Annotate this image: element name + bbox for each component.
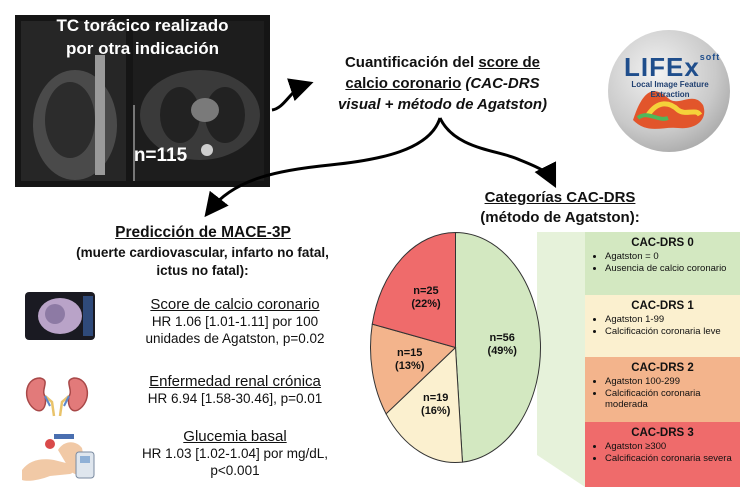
predictor-glucose: Glucemia basal HR 1.03 [1.02-1.04] por mg/dL, p<0.001: [100, 428, 370, 479]
categories-title: Categorías CAC-DRS (método de Agatston):: [480, 189, 640, 226]
category-criteria-list: [585, 251, 740, 274]
predictor-ckd: Enfermedad renal crónica HR 6.94 [1.58-30.46], p=0.01: [100, 373, 370, 407]
predictor-glucose-head: Glucemia basal: [183, 428, 287, 445]
category-criterion: • Calcificación coronaria moderada: [605, 388, 740, 411]
category-criterion: • Calcificación coronaria leve: [605, 326, 740, 338]
predictor-ckd-head: Enfermedad renal crónica: [149, 373, 321, 390]
predictor-calcium-score: Score de calcio coronario HR 1.06 [1.01-1.11] por 100 unidades de Agatston, p=0.02: [100, 296, 370, 347]
category-criteria-list: [585, 441, 740, 464]
pie-zoom-wedge: [537, 232, 585, 487]
category-box-cac-drs-3: [585, 422, 740, 487]
glucometer-icon: [20, 430, 98, 488]
arrow-to-categories: [440, 118, 552, 180]
category-box-title: CAC-DRS 2: [631, 362, 694, 374]
category-criterion: • Agatston 100-299: [605, 376, 740, 388]
quantification-title: Cuantificación del score de calcio coronario (CAC-DRS visual + método de Agatston): [337, 54, 548, 113]
category-criterion: • Ausencia de calcio coronario: [605, 263, 740, 275]
category-criteria-list: [585, 376, 740, 411]
heart-ct-icon: [25, 292, 95, 340]
mace-subtitle: (muerte cardiovascular, infarto no fatal, ictus no fatal):: [76, 245, 329, 278]
category-box-cac-drs-1: [585, 295, 740, 357]
category-criterion: • Agatston = 0: [605, 251, 740, 263]
ct-title: TC torácico realizado por otra indicación: [56, 16, 229, 58]
ct-sample-size: n=115: [133, 145, 188, 166]
pie-label-cac-drs-2: n=15 (13%): [395, 347, 425, 373]
predictor-calcium-score-head: Score de calcio coronario: [150, 296, 320, 313]
category-criteria-list: [585, 314, 740, 337]
category-box-title: CAC-DRS 0: [631, 237, 694, 249]
pie-label-cac-drs-3: n=25 (22%): [411, 285, 441, 311]
category-criterion: • Agatston ≥300: [605, 441, 740, 453]
category-criterion: • Agatston 1-99: [605, 314, 740, 326]
category-box-title: CAC-DRS 3: [631, 427, 694, 439]
kidneys-icon: [18, 372, 96, 418]
lifex-logo-text: LIFEx$^{soft}$: [624, 52, 721, 82]
category-box-title: CAC-DRS 1: [631, 300, 694, 312]
lifex-subtitle: Local Image Feature Extraction: [631, 80, 709, 99]
mace-title: Predicción de MACE-3P: [115, 224, 291, 241]
pie-label-cac-drs-0: n=56 (49%): [487, 331, 517, 357]
arrow-to-mace: [210, 118, 440, 210]
category-criterion: • Calcificación coronaria severa: [605, 453, 740, 465]
pie-label-cac-drs-1: n=19 (16%): [421, 391, 451, 417]
pie-labels: [368, 230, 543, 465]
category-box-cac-drs-2: [585, 357, 740, 422]
category-box-cac-drs-0: [585, 232, 740, 295]
